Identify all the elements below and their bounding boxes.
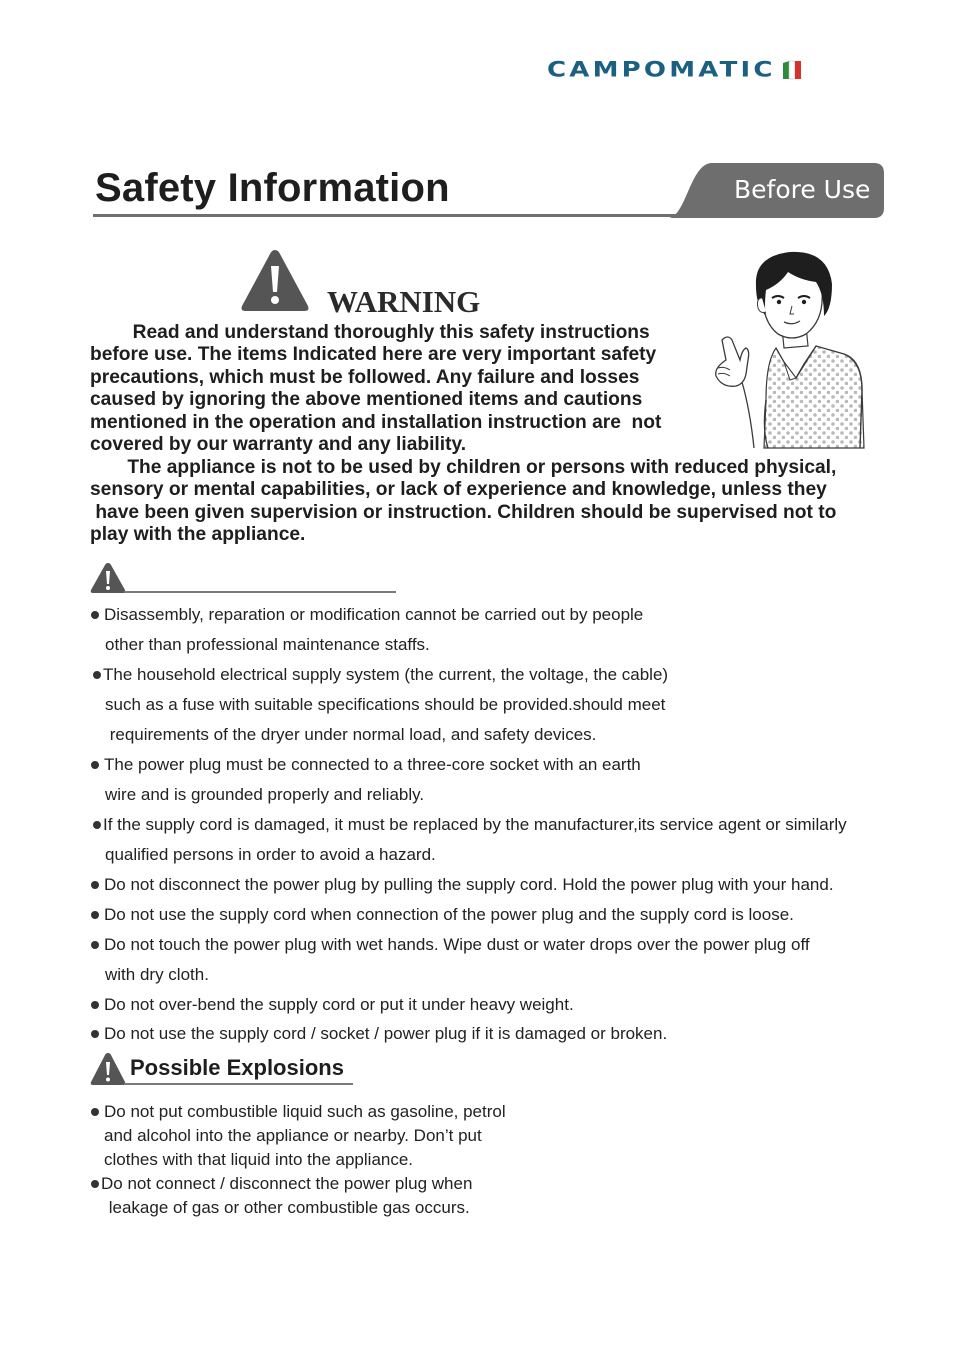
list-item [91, 1024, 667, 1044]
bullet-icon [93, 671, 101, 679]
list-item-text: Do not touch the power plug with wet hands. Wipe dust or water drops over the power plug off [104, 935, 810, 954]
list-item [93, 665, 668, 685]
bullet-icon [91, 1108, 99, 1116]
list-item-continuation: with dry cloth. [105, 965, 209, 984]
bullet-icon [93, 821, 101, 829]
list-item-text: The power plug must be connected to a three-core socket with an earth [104, 755, 641, 774]
list-item-text: Do not disconnect the power plug by pulling the supply cord. Hold the power plug with your hand. [104, 875, 834, 894]
list-item-text: If the supply cord is damaged, it must be replaced by the manufacturer,its service agent or similarly [103, 815, 847, 834]
text-line: precautions, which must be followed. Any failure and losses [90, 366, 640, 388]
section-underline [124, 591, 396, 593]
title-underline [93, 214, 693, 217]
warning-paragraph-1 [90, 322, 690, 456]
bullet-icon [91, 1030, 99, 1038]
list-item [93, 815, 847, 835]
brand-logo [547, 55, 804, 85]
list-item [91, 755, 641, 775]
list-item-continuation: requirements of the dryer under normal load, and safety devices. [105, 725, 597, 744]
list-item-continuation: qualified persons in order to avoid a hazard. [105, 845, 436, 864]
warning-triangle-icon [90, 562, 126, 594]
list-item [91, 605, 643, 625]
bullet-icon [91, 611, 99, 619]
list-item-continuation: clothes with that liquid into the appliance. [104, 1150, 414, 1169]
text-line: before use. The items Indicated here are very important safety [90, 344, 657, 366]
bullet-icon [91, 761, 99, 769]
text-line: covered by our warranty and any liability. [90, 434, 467, 456]
list-item [91, 995, 574, 1015]
list-item-continuation: such as a fuse with suitable specifications should be provided.should meet [105, 695, 666, 714]
list-item-text: Do not put combustible liquid such as gasoline, petrol [104, 1102, 506, 1121]
bullet-icon [91, 1001, 99, 1009]
list-item-continuation: and alcohol into the appliance or nearby. Don’t put [104, 1126, 482, 1145]
section-underline [124, 1083, 353, 1085]
logo-wordmark: CAMPOMATIC [547, 57, 776, 83]
warning-paragraph-2 [90, 457, 870, 547]
list-item [91, 875, 834, 895]
text-line: Read and understand thoroughly this safety instructions [90, 322, 650, 343]
section-heading-possible-explosions: Possible Explosions [130, 1055, 344, 1080]
section-tab-before-use [668, 163, 884, 218]
list-item-text: Do not use the supply cord when connection of the power plug and the supply cord is loose. [104, 905, 794, 924]
page-title: Safety Information [95, 166, 450, 210]
tab-label: Before Use [734, 175, 871, 204]
text-line: caused by ignoring the above mentioned items and cautions [90, 389, 643, 411]
list-item-text: Do not over-bend the supply cord or put it under heavy weight. [104, 995, 574, 1014]
list-item [91, 905, 794, 925]
warning-triangle-icon [240, 248, 310, 312]
list-item-text: Do not use the supply cord / socket / power plug if it is damaged or broken. [104, 1024, 668, 1043]
bullet-icon [91, 1180, 99, 1188]
bullet-icon [91, 941, 99, 949]
text-line: have been given supervision or instruction. Children should be supervised not to [90, 501, 837, 523]
warning-triangle-icon [90, 1052, 126, 1086]
text-line: mentioned in the operation and installation instruction are not [90, 411, 662, 433]
text-line: The appliance is not to be used by children or persons with reduced physical, [90, 457, 837, 478]
person-pointing-illustration [704, 250, 869, 452]
bullet-icon [91, 881, 99, 889]
list-item-text: Do not connect / disconnect the power plug when [101, 1174, 473, 1193]
text-line: play with the appliance. [90, 524, 306, 546]
list-item [91, 1174, 472, 1194]
list-item-continuation: leakage of gas or other combustible gas occurs. [104, 1198, 470, 1217]
list-item-text: The household electrical supply system (the current, the voltage, the cable) [103, 665, 669, 684]
list-item-text: Disassembly, reparation or modification cannot be carried out by people [104, 605, 644, 624]
bullet-icon [91, 911, 99, 919]
list-item-continuation: other than professional maintenance staffs. [105, 635, 430, 654]
text-line: sensory or mental capabilities, or lack of experience and knowledge, unless they [90, 479, 827, 501]
list-item-continuation: wire and is grounded properly and reliably. [105, 785, 425, 804]
warning-heading: WARNING [327, 284, 481, 319]
italian-flag-icon [780, 60, 804, 80]
list-item [91, 1102, 506, 1122]
list-item [91, 935, 810, 955]
